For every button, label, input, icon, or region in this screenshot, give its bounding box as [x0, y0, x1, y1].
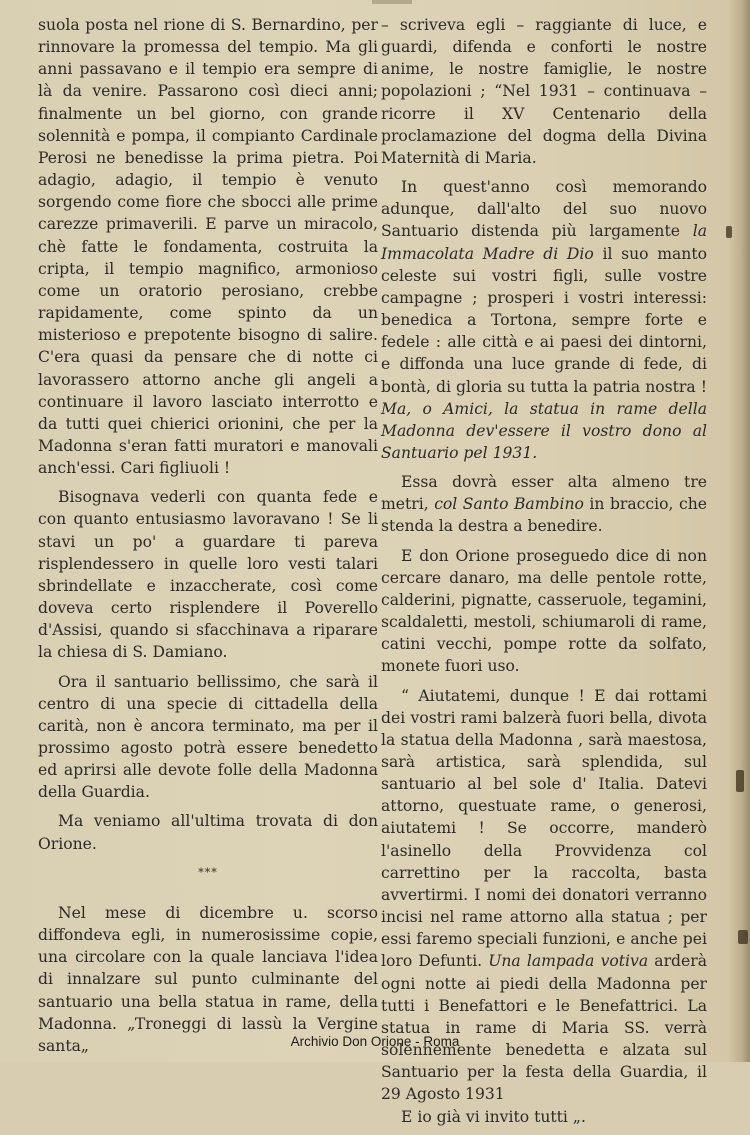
paragraph: suola posta nel rione di S. Bernardino, per rinnovare la promessa del tempio. Ma gli anni passavano e il tempio era sempre di là da venire. Passarono così dieci anni; finalmente un bel giorno, con grande solennità e pompa, il compianto Cardinale Perosi ne benedisse la prima pietra. Poi adagio, adagio, il tempio è venuto sorgendo come fiore che sbocci alle prime carezze primaverili. E parve un miracolo, chè fatte le fondamenta, costruita la cripta, il tempio magnifico, armonioso come un oratorio perosiano, crebbe rapidamente, come spinto da un misterioso e prepotente bisogno di salire. C'era quasi da pensare che di notte ci lavorassero attorno anche gli angeli a continuare il lavoro lasciato interrotto e da tutti quei chierici orionini, che per la Madonna s'eran fatti muratori e manovali anch'essi. Cari figliuoli !: [38, 16, 378, 478]
paragraph: E don Orione proseguedo dice di non cercare danaro, ma delle pentole rotte, calderini, pignatte, casseruole, tegamini, scaldaletti, mestoli, schiumaroli di rame, catini vecchi, pompe rotte da solfato, monete fuori uso.: [381, 546, 707, 676]
text-run: arderà ogni notte ai piedi della Madonna per tutti i Benefattori e le Benefattrici. La statua in rame di Maria SS. verrà solennemente benedetta e alzata sul Santuario per la festa della Guardia, il 29 Agosto 1931: [381, 952, 707, 1104]
paragraph: Ma veniamo all'ultima trovata di don Orione.: [38, 812, 378, 853]
italic-text: Una lampada votiva: [488, 952, 649, 971]
text-run: In quest'anno così memorando adunque, dall'alto del suo nuovo Santuario distenda più largamente: [381, 178, 707, 241]
italic-text: Ma, o Amici, la statua in rame della Madonna dev'essere il vostro dono al Santuario pel 1931.: [381, 399, 707, 462]
paragraph: [381, 471, 707, 537]
paper-blemish: [738, 930, 748, 944]
left-column: [38, 14, 378, 1064]
paper-stain: [372, 0, 412, 4]
paragraph: Ora il santuario bellissimo, che sarà il centro di una specie di cittadella della carità, non è ancora terminato, ma per il prossimo agosto potrà essere benedetto ed aprirsi alle devote folle della Madonna della Guardia.: [38, 672, 378, 802]
archive-footer: Archivio Don Orione - Roma: [290, 1034, 460, 1049]
right-column: [381, 14, 707, 1135]
text-run: “ Aiutatemi, dunque ! E dai rottami dei vostri rami balzerà fuori bella, divota la statua della Madonna , sarà maestosa, sarà artistica, sarà splendida, sul santuario al bel sole d' Italia. Datevi attorno, questuate rame, o generosi, aiutatemi ! Se occorre, manderò l'asinello della Provvidenza col carrettino per la raccolta, basta avvertirmi. I nomi dei donatori verranno incisi nel rame attorno alla statua ; per essi faremo speciali funzioni, e anche pei loro Defunti.: [381, 686, 707, 971]
paper-blemish: [726, 226, 732, 238]
page-edge-shadow: [728, 0, 750, 1062]
text-run: il suo manto celeste sui vostri figli, sulle vostre campagne ; prosperi i vostri interessi: benedica a Tortona, sempre forte e fedele : alle città e ai paesi dei dintorni, e diffonda una luce grande di fede, di bontà, di gloria su tutta la patria nostra !: [381, 244, 707, 396]
text-run: in braccio, che stenda la destra a benedire.: [381, 495, 707, 536]
italic-text: la Immacolata Madre di Dio: [381, 222, 707, 263]
paragraph: Bisognava vederli con quanta fede e con quanto entusiasmo lavoravano ! Se li stavi un po' a guardare ti pareva risplendessero in quelle loro vesti talari sbrindellate e inzaccherate, così come doveva certo risplendere il Poverello d'Assisi, quando si sfacchinava a riparare la chiesa di S. Damiano.: [38, 488, 378, 662]
paragraph: Nel mese di dicembre u. scorso diffondeva egli, in numerosissime copie, una circolare con la quale lanciava l'idea di innalzare sul punto culminante del santuario una bella statua in rame, della Madonna. „Troneggi di lassù la Vergine santa„: [38, 903, 378, 1055]
paragraph: E io già vi invito tutti „.: [401, 1107, 586, 1126]
section-separator: ***: [198, 865, 218, 879]
paper-blemish: [736, 770, 744, 792]
paragraph: [381, 176, 707, 464]
text-run: Essa dovrà esser alta almeno tre metri,: [381, 473, 707, 514]
paragraph: – scriveva egli – raggiante di luce, e guardi, difenda e conforti le nostre anime, le nostre famiglie, le nostre popolazioni ; “Nel 1931 – continuava – ricorre il XV Centenario della proclamazione del dogma della Divina Maternità di Maria.: [381, 16, 707, 167]
italic-text: col Santo Bambino: [434, 495, 584, 514]
